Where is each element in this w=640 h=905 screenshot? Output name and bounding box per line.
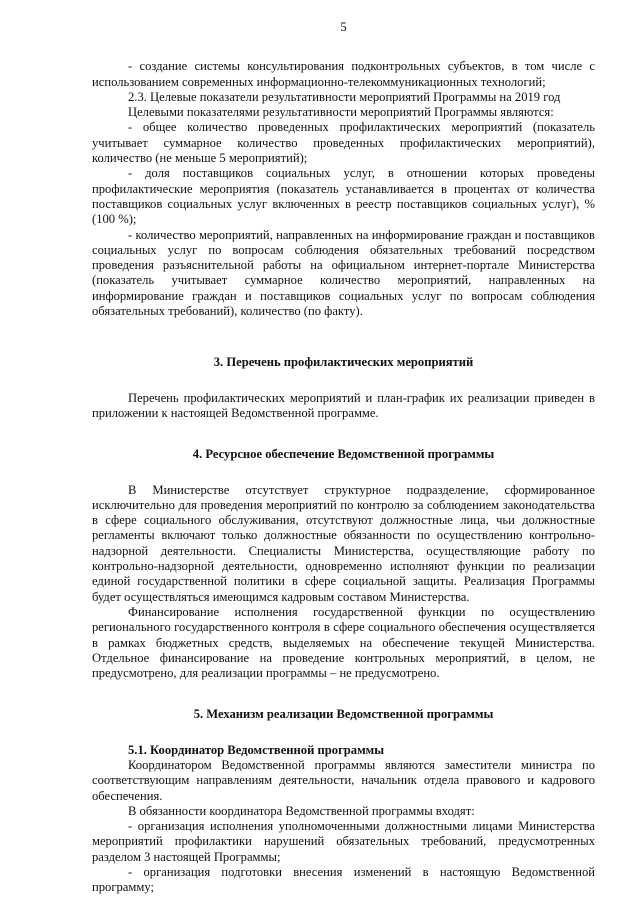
- paragraph: - организация исполнения уполномоченными должностными лицами Министерства мероприятий профилактики нарушений обязательных требований, предусмотренных разделом 3 настоящей Программы;: [92, 819, 595, 864]
- paragraph: Перечень профилактических мероприятий и план-график их реализации приведен в приложении к настоящей Ведомственной программе.: [92, 390, 595, 420]
- section-4-heading: 4. Ресурсное обеспечение Ведомственной программы: [192, 447, 495, 462]
- paragraph: - доля поставщиков социальных услуг, в отношении которых проведены профилактические мероприятия (показатель устанавливается в процентах от количества поставщиков социальных услуг включенных в реестр поставщиков социальных услуг), % (100 %);: [92, 166, 595, 227]
- paragraph: - количество мероприятий, направленных на информирование граждан и поставщиков социальных услуг по вопросам соблюдения обязательных требований посредством проведения разъяснительной работы на официальном интернет-портале Министерства (показатель учитывает суммарное количество мероприятий, направленных на информирование граждан и поставщиков социальных услуг по вопросам соблюдения обязательных требований), количество (по факту).: [92, 227, 595, 319]
- paragraph: - общее количество проведенных профилактических мероприятий (показатель учитывает суммарное количество проведенных профилактических мероприятий), количество (не меньше 5 мероприятий);: [92, 120, 595, 166]
- paragraph: - создание системы консультирования подконтрольных субъектов, в том числе с использованием современных информационно-телекоммуникационных технологий;: [92, 59, 595, 89]
- paragraph: Целевыми показателями результативности мероприятий Программы являются:: [128, 105, 554, 120]
- paragraph: 2.3. Целевые показатели результативности мероприятий Программы на 2019 год: [128, 89, 561, 104]
- subsection-5-1-heading: 5.1. Координатор Ведомственной программы: [128, 742, 385, 757]
- paragraph: В Министерстве отсутствует структурное подразделение, сформированное исключительно для проведения мероприятий по контролю за соблюдением законодательства в сфере социального обслуживания, отсутствуют должностные лица, чьи должностные регламенты включают только должностные обязанности по осуществлению контрольно-надзорной деятельности. Специалисты Министерства, осуществляющие работу по контрольно-надзорной деятельности, одновременно исполняют функции по реализации единой государственной политики в сфере социальной защиты. Реализация Программы будет осуществляться имеющимся кадровым составом Министерства.: [92, 482, 595, 604]
- section-5-heading: 5. Механизм реализации Ведомственной программы: [193, 707, 494, 722]
- section-3-heading: 3. Перечень профилактических мероприятий: [213, 355, 474, 370]
- paragraph: Координатором Ведомственной программы являются заместители министра по соответствующим направлениям деятельности, начальник отдела правового и кадрового обеспечения.: [92, 757, 595, 803]
- paragraph: Финансирование исполнения государственной функции по осуществлению регионального государственного контроля в сфере социального обеспечения осуществляется в рамках бюджетных средств, выделяемых на обеспечение текущей Министерства. Отдельное финансирование на проведение контрольных мероприятий, в целом, не предусмотрено, для реализации программы – не предусмотрено.: [92, 604, 595, 681]
- paragraph: - организация подготовки внесения изменений в настоящую Ведомственной программу;: [92, 865, 595, 895]
- paragraph: В обязанности координатора Ведомственной программы входят:: [128, 803, 475, 818]
- page-number: 5: [340, 20, 347, 34]
